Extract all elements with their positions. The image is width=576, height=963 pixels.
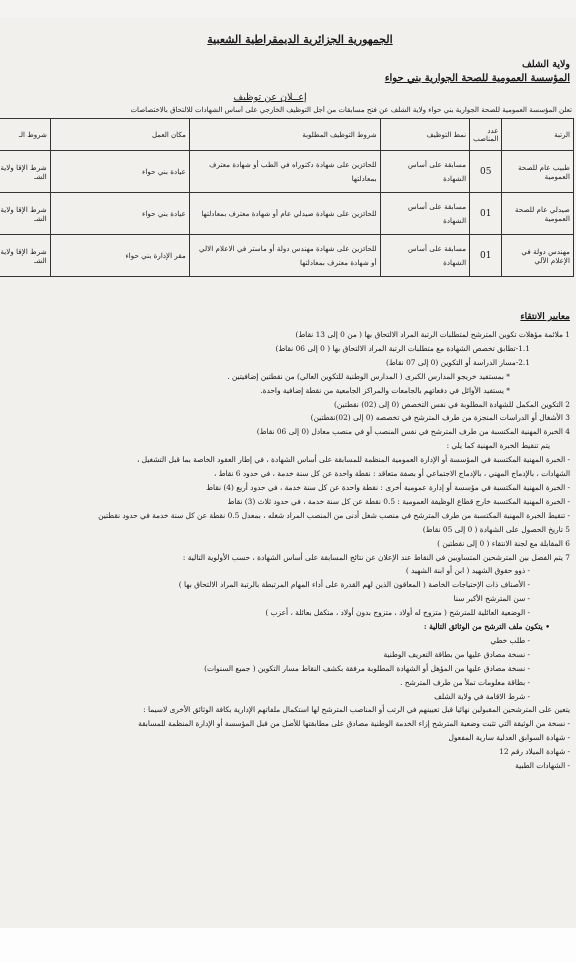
body-line: - نسخة مصادق عليها من المؤهل أو الشهادة المطلوبة مرفقة بكشف النقاط مسار التكوين ( جميع السنوات) bbox=[204, 663, 530, 673]
body-line: 2.1-مسار الدراسة أو التكوين (0 إلى 07 نقاط) bbox=[385, 357, 530, 367]
cell-conditions: للحائزين على شهادة دكتوراه في الطب أو شهادة معترف بمعادلتها bbox=[189, 151, 380, 193]
body-line: - شهادة الميلاد رقم 12 bbox=[499, 747, 570, 757]
body-line: 2 التكوين المكمل للشهادة المطلوبة في نفس التخصص (0 إلى (02) نقطتين) bbox=[334, 399, 570, 409]
body-line: - الوضعية العائلية للمترشح ( متزوج له أولاد ، متزوج بدون أولاد ، متكفل بعائلة ، أعزب ) bbox=[265, 608, 530, 618]
cell-extra: شرط الإقا ولاية الشـ bbox=[0, 193, 50, 235]
body-line: * يستفيد الأوائل في دفعاتهم بالجامعات والمراكز الجامعية من نقطة إضافية واحدة. bbox=[260, 385, 510, 395]
cell-rank: صيدلي عام للصحة العمومية bbox=[502, 193, 574, 235]
body-line: يتم تنقيط الخبرة المهنية كما يلي : bbox=[446, 441, 550, 451]
body-line: - ذوو حقوق الشهيد ( ابن أو ابنة الشهيد ) bbox=[405, 566, 530, 576]
cell-location: عيادة بني حواء bbox=[50, 151, 189, 193]
criteria-body bbox=[2, 328, 570, 773]
cell-location: عيادة بني حواء bbox=[50, 193, 189, 235]
cell-mode: مسابقة على أساس الشهادة bbox=[380, 235, 470, 277]
republic-title: الجمهورية الجزائرية الديمقراطية الشعبية bbox=[207, 33, 393, 46]
cell-conditions: للحائزين على شهادة صيدلي عام أو شهادة معترف بمعادلتها bbox=[189, 193, 380, 235]
body-line: 3 الأشغال أو الدراسات المنجزة من طرف المترشح في تخصصه (0 إلى (02)نقطتين) bbox=[310, 413, 570, 423]
body-line: - نسخة مصادق عليها من بطاقة التعريف الوطنية bbox=[383, 649, 530, 659]
criteria-title: معايير الانتقاء bbox=[520, 312, 570, 322]
body-line: - الخبرة المهنية المكتسبة خارج قطاع الوظيفة العمومية : 0.5 نقطة عن كل سنة خدمة ، في حدود ثلاث (3) نقاط bbox=[227, 496, 570, 506]
cell-mode: مسابقة على أساس الشهادة bbox=[380, 151, 470, 193]
cell-location: مقر الإدارة بني حواء bbox=[50, 235, 189, 277]
table-row bbox=[0, 151, 574, 193]
header-conditions: شروط التوظيف المطلوبة bbox=[189, 119, 380, 151]
header-extra: شروط الـ bbox=[0, 119, 50, 151]
body-line: - الخبرة المهنية المكتسبة في مؤسسة أو إدارة عمومية أخرى : نقطة واحدة عن كل سنة خدمة ، في حدود أربع (4) نقاط bbox=[206, 482, 570, 492]
header-rank: الرتبة bbox=[502, 119, 574, 151]
cell-count: 05 bbox=[470, 151, 502, 193]
body-line: 4 الخبرة المهنية المكتسبة من طرف المترشح في نفس المنصب أو في منصب معادل (0 إلى 06 نقاط) bbox=[256, 427, 570, 437]
body-line: - شهادة السوابق العدلية سارية المفعول bbox=[448, 733, 570, 743]
intro-text: تعلن المؤسسة العمومية للصحة الجوارية بني حواء ولاية الشلف عن فتح مسابقات من أجل التوظيف الخارجي على أساس الشهادات للالتحاق بالاختصاصات bbox=[130, 106, 572, 114]
wilaya-label: ولاية الشلف bbox=[521, 59, 570, 70]
cell-mode: مسابقة على أساس الشهادة bbox=[380, 193, 470, 235]
header-mode: نمط التوظيف bbox=[380, 119, 470, 151]
body-line: - الشهادات الطبية bbox=[515, 761, 570, 771]
jobs-table bbox=[0, 118, 574, 277]
table-header-row bbox=[0, 119, 574, 151]
cell-count: 01 bbox=[470, 193, 502, 235]
cell-rank: مهندس دولة في الإعلام الآلي bbox=[502, 235, 574, 277]
cell-count: 01 bbox=[470, 235, 502, 277]
body-line: يتعين على المترشحين المقبولين نهائيا قبل تعيينهم في الرتب أو المناصب المترشح لها استكمال ملفاتهم الإدارية بكافة الوثائق الأخرى لاسيما : bbox=[143, 705, 570, 715]
body-line: - الأصناف ذات الإحتياجات الخاصة ( المعاقون الذين لهم القدرة على أداء المهام المرتبطة بالرتبة المراد الالتحاق بها ) bbox=[178, 580, 530, 590]
cell-extra: شرط الإقا ولاية الشـ bbox=[0, 151, 50, 193]
body-line: • يتكون ملف الترشح من الوثائق التالية : bbox=[423, 622, 550, 632]
body-line: 6 المقابلة مع لجنة الانتقاء ( 0 إلى نقطتين ) bbox=[437, 538, 570, 548]
body-line: - شرط الاقامة في ولاية الشلف bbox=[434, 691, 530, 701]
table-row bbox=[0, 235, 574, 277]
body-line: - نسخة من الوثيقة التي تثبت وضعية المترشح إزاء الخدمة الوطنية مصادق على مطابقتها للأصل من قبل المؤسسة أو الإدارة المنظمة للمسابقة bbox=[138, 719, 570, 729]
body-line: - طلب خطي bbox=[490, 635, 530, 645]
cell-extra: شرط الإقا ولاية الشـ bbox=[0, 235, 50, 277]
body-line: - تنقيط الخبرة المهنية المكتسبة من طرف المترشح في منصب شغل أدنى من المنصب المراد شغله ، بمعدل 0.5 نقطة عن كل سنة خدمة في حدود نقطتين bbox=[98, 510, 570, 520]
body-line: - سن المترشح الأكبر سنا bbox=[453, 594, 530, 604]
body-line: 1.1-تطابق تخصص الشهادة مع متطلبات الرتبة المراد الالتحاق بها ( 0 إلى 06 نقاط) bbox=[275, 343, 530, 353]
body-line: 5 تاريخ الحصول على الشهادة ( 0 إلى 05 نقاط) bbox=[422, 524, 570, 534]
cell-conditions: للحائزين على شهادة مهندس دولة أو ماستر في الاعلام الالي أو شهادة معترف بمعادلتها bbox=[189, 235, 380, 277]
table-row bbox=[0, 193, 574, 235]
bottom-margin bbox=[0, 928, 576, 963]
body-line: - الخبرة المهنية المكتسبة في المؤسسة أو الإدارة العمومية المنظمة للمسابقة على أساس الشهادة ، في إطار العقود الخاصة بما قبل التشغيل ، bbox=[136, 455, 570, 465]
body-line: * بمستفيد خريجو المدارس الكبرى ( المدارس الوطنية للتكوين العالي) من نقطتين إضافيتين . bbox=[227, 371, 510, 381]
body-line: - بطاقة معلومات تملأ من طرف المترشح . bbox=[400, 677, 530, 687]
cell-rank: طبيب عام للصحة العمومية bbox=[502, 151, 574, 193]
establishment-name: المؤسسة العمومية للصحة الجوارية بني حواء bbox=[384, 73, 570, 84]
body-line: الشهادات ، بالإدماج المهني ، بالإدماج الاجتماعي أو بصفة متعاقد : نقطة واحدة عن كل سنة خدمة ، في حدود 6 نقاط ، bbox=[213, 469, 570, 479]
header-location: مكان العمل bbox=[50, 119, 189, 151]
body-line: 1 ملائمة مؤهلات تكوين المترشح لمتطلبات الرتبة المراد الالتحاق بها ( من 0 إلى 13 نقاط) bbox=[295, 330, 570, 339]
body-line: 7 يتم الفصل بين المترشحين المتساويين في النقاط عند الإعلان عن نتائج المسابقة على أساس الشهادة ، حسب الأولوية التالية : bbox=[182, 552, 570, 562]
header-count: عدد المناصب bbox=[470, 119, 502, 151]
notice-title: إعــلان عن توظيف bbox=[233, 92, 307, 103]
